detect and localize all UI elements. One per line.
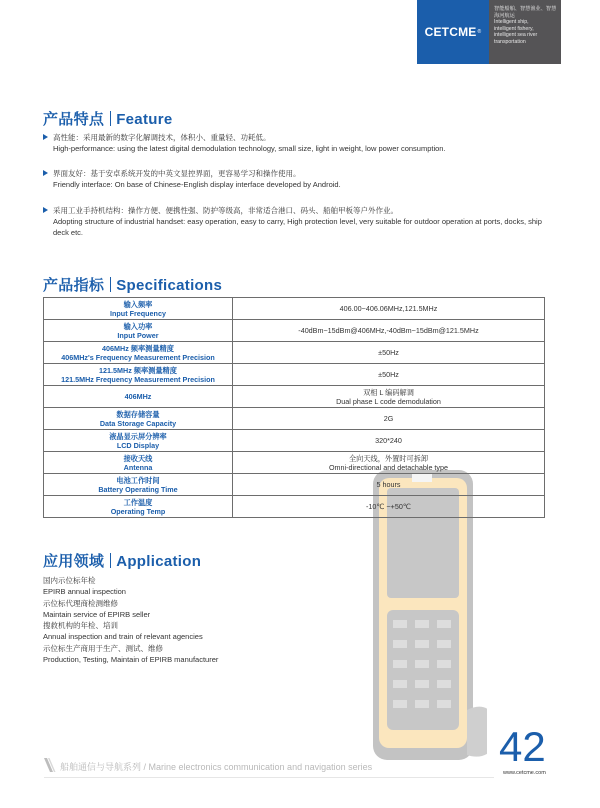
application-line: 示位标生产商用于生产、测试、维修 — [43, 643, 163, 653]
spec-key-en: Battery Operating Time — [98, 484, 178, 494]
spec-key-cn: 工作温度 — [123, 497, 153, 507]
footer-slash-icon — [44, 758, 56, 772]
spec-key — [44, 452, 233, 474]
logo-text: CETCME — [424, 25, 477, 39]
table-row — [44, 298, 545, 320]
brand-header — [417, 0, 561, 64]
spec-value-en: 406.00~406.06MHz,121.5MHz — [339, 304, 438, 313]
application-line: 示位标代理商检测维修 — [43, 598, 118, 608]
spec-key-en: Data Storage Capacity — [99, 418, 177, 428]
spec-value-en: ±50Hz — [378, 348, 399, 357]
footer-divider — [44, 777, 494, 778]
spec-value-en: 320*240 — [375, 436, 402, 445]
spec-key-cn: 数据存储容量 — [116, 409, 160, 419]
feature-item-en: Friendly interface: On base of Chinese-English display interface developed by Android. — [53, 180, 341, 189]
tagline-en-3: intelligent sea river — [494, 32, 538, 39]
spec-key — [44, 342, 233, 364]
spec-key-cn: 接收天线 — [123, 453, 153, 463]
spec-key — [44, 408, 233, 430]
feature-title-en: Feature — [116, 111, 173, 128]
heading-separator — [110, 553, 111, 568]
spec-key — [44, 474, 233, 496]
table-row — [44, 474, 545, 496]
spec-value-en: -40dBm~15dBm@406MHz,-40dBm~15dBm@121.5MHz — [298, 326, 479, 335]
application-title-cn: 应用领域 — [43, 553, 105, 570]
application-heading — [43, 550, 201, 571]
spec-value — [233, 452, 545, 474]
spec-value — [233, 320, 545, 342]
application-line: 搜救机构的年检、培训 — [43, 621, 118, 631]
application-line: Annual inspection and train of relevant agencies — [43, 632, 203, 642]
website-link[interactable]: www.cetcme.com — [503, 770, 546, 776]
spec-key-en: 406MHz's Frequency Measurement Precision — [61, 352, 215, 362]
spec-value — [233, 496, 545, 518]
spec-value-en: Dual phase L code demodulation — [336, 396, 441, 406]
spec-value — [233, 342, 545, 364]
table-row — [44, 430, 545, 452]
registered-mark: ® — [477, 29, 482, 35]
spec-key — [44, 496, 233, 518]
table-row — [44, 320, 545, 342]
spec-value — [233, 430, 545, 452]
application-title-en: Application — [116, 553, 202, 570]
spec-value-en: -10℃ ~+50℃ — [366, 502, 411, 511]
application-list — [43, 575, 218, 665]
table-row — [44, 364, 545, 386]
tagline-en-2: intelligent fishery, — [494, 25, 534, 32]
spec-key — [44, 320, 233, 342]
specifications-heading — [43, 274, 222, 295]
spec-key-cn: 输入频率 — [123, 299, 153, 309]
spec-key-en: Operating Temp — [110, 506, 166, 516]
spec-key-en: 406MHz — [124, 392, 152, 401]
spec-key — [44, 430, 233, 452]
application-line: 国内示位标年检 — [43, 576, 96, 585]
feature-item-cn: 高性能：采用最新的数字化解调技术，体积小、重量轻、功耗低。 — [53, 133, 271, 142]
spec-value — [233, 408, 545, 430]
spec-value — [233, 386, 545, 408]
cetcme-logo — [417, 0, 489, 64]
series-caption: 船舶通信与导航系列 / Marine electronics communication and navigation series — [60, 762, 373, 772]
spec-key-en: Input Frequency — [110, 308, 166, 318]
application-line: Maintain service of EPIRB seller — [43, 609, 151, 619]
spec-value-en: 2G — [383, 414, 394, 423]
feature-item-en: High-performance: using the latest digital demodulation technology, small size, light in weight, low power consumption. — [53, 144, 446, 153]
feature-item — [53, 205, 553, 238]
table-row — [44, 408, 545, 430]
triangle-bullet-icon — [43, 170, 48, 176]
spec-value — [233, 298, 545, 320]
spec-key — [44, 298, 233, 320]
spec-value-en: 5 hours — [376, 480, 401, 489]
tagline-en-1: Intelligent ship, — [494, 19, 529, 26]
specifications-table — [43, 297, 545, 518]
application-line: Production, Testing, Maintain of EPIRB manufacturer — [43, 655, 219, 665]
table-row — [44, 496, 545, 518]
spec-title-en: Specifications — [116, 277, 223, 294]
feature-title-cn: 产品特点 — [43, 111, 105, 128]
spec-key-en: LCD Display — [116, 440, 160, 450]
heading-separator — [110, 277, 111, 292]
heading-separator — [110, 111, 111, 126]
spec-key-cn: 406MHz 频率测量精度 — [102, 343, 174, 353]
spec-title-cn: 产品指标 — [43, 277, 105, 294]
spec-key-en: Input Power — [117, 330, 159, 340]
feature-item-en: Adopting structure of industrial handset: easy operation, easy to carry, High protection level, very suitable for outdoor operation at ports, docks, ship deck etc. — [53, 217, 542, 237]
spec-key-en: 121.5MHz Frequency Measurement Precision — [61, 374, 215, 384]
feature-item-cn: 采用工业手持机结构：操作方便、便携性强、防护等级高，非常适合港口、码头、船舶甲板等户外作业。 — [53, 206, 398, 215]
spec-key — [44, 386, 233, 408]
spec-value-cn: 双相 L 编码解调 — [363, 387, 414, 397]
spec-value-cn: 全向天线，外置时可拆卸 — [348, 453, 429, 463]
feature-item — [53, 132, 553, 154]
feature-item-cn: 界面友好：基于安卓系统开发的中英文显控界面，更容易学习和操作使用。 — [53, 169, 301, 178]
table-row — [44, 452, 545, 474]
spec-key-cn: 电池工作时间 — [116, 475, 160, 485]
spec-value-en: Omni-directional and detachable type — [328, 462, 449, 472]
page-number: 42 — [499, 723, 546, 770]
spec-key-en: Antenna — [123, 462, 153, 472]
spec-value — [233, 474, 545, 496]
spec-key-cn: 输入功率 — [123, 321, 153, 331]
triangle-bullet-icon — [43, 134, 48, 140]
spec-key-cn: 121.5MHz 频率测量精度 — [99, 365, 177, 375]
spec-key-cn: 液晶显示屏分辨率 — [109, 431, 167, 441]
spec-value — [233, 364, 545, 386]
triangle-bullet-icon — [43, 207, 48, 213]
brand-tagline — [489, 0, 561, 64]
spec-value-en: ±50Hz — [378, 370, 399, 379]
feature-heading — [43, 108, 173, 129]
table-row — [44, 386, 545, 408]
tagline-cn: 智能船舶、智慧渔业、智慧海河航运 — [494, 6, 557, 19]
feature-item — [53, 168, 553, 190]
tagline-en-4: transportation — [494, 38, 526, 45]
spec-key — [44, 364, 233, 386]
table-row — [44, 342, 545, 364]
application-line: EPIRB annual inspection — [43, 587, 126, 597]
